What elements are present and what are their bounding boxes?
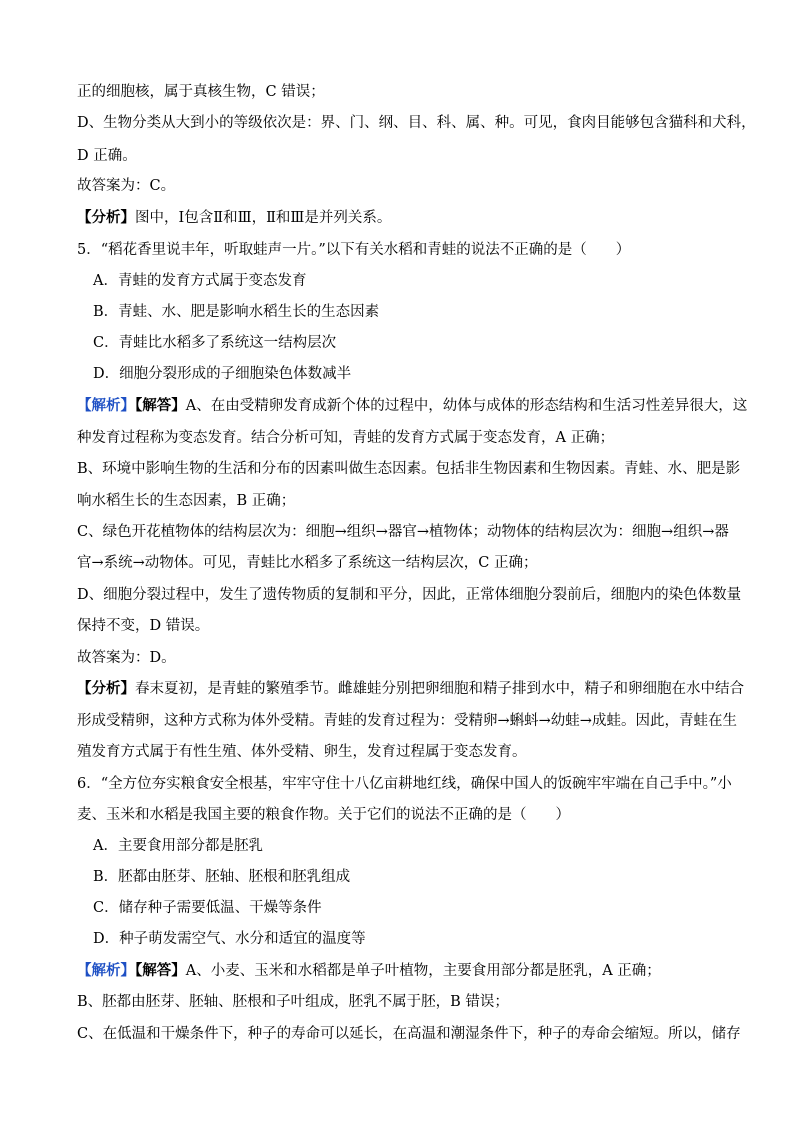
- text-line: [77, 459, 777, 479]
- text-line: [77, 648, 777, 668]
- answer-option: [93, 836, 793, 856]
- text-line: [77, 742, 777, 762]
- line-text: C．储存种子需要低温、干燥等条件: [93, 900, 322, 916]
- section-tag: 【解答】: [135, 397, 186, 414]
- text-line: [77, 711, 777, 731]
- line-text: 麦、玉米和水稻是我国主要的粮食作物。关于它们的说法不正确的是（ ）: [77, 807, 570, 823]
- line-text: 殖发育方式属于有性生殖、体外受精、卵生，发育过程属于变态发育。: [77, 744, 527, 760]
- line-text: D．细胞分裂形成的子细胞染色体数减半: [93, 366, 352, 382]
- line-text: 正的细胞核，属于真核生物，C 错误；: [77, 84, 325, 100]
- text-line: [77, 522, 777, 542]
- line-text: C．青蛙比水稻多了系统这一结构层次: [93, 335, 337, 351]
- line-text: 故答案为：D。: [77, 650, 176, 666]
- line-text: 5．“稻花香里说丰年，听取蛙声一片。”以下有关水稻和青蛙的说法不正确的是（ ）: [77, 242, 631, 258]
- line-text: D 正确。: [77, 148, 137, 164]
- text-line: [77, 774, 777, 794]
- jiexi-tag: 【解析】: [77, 397, 135, 414]
- text-line: [77, 491, 777, 511]
- answer-option: [93, 333, 793, 353]
- line-text: 响水稻生长的生态因素，B 正确；: [77, 493, 296, 509]
- text-line: [77, 146, 777, 166]
- text-line: [77, 805, 777, 825]
- text-line: [77, 428, 777, 448]
- section-tag: 【解答】: [135, 962, 186, 979]
- text-line: [77, 585, 777, 605]
- line-text: D．种子萌发需空气、水分和适宜的温度等: [93, 931, 366, 947]
- text-line: [77, 992, 777, 1012]
- text-line: [77, 113, 777, 133]
- line-text: A、小麦、玉米和水稻都是单子叶植物，主要食用部分都是胚乳，A 正确；: [185, 963, 661, 979]
- text-line: [77, 82, 777, 102]
- text-line: [77, 616, 777, 636]
- text-line: [77, 240, 777, 260]
- answer-option: [93, 929, 793, 949]
- line-text: 故答案为：C。: [77, 178, 176, 194]
- answer-option: [93, 364, 793, 384]
- section-tag: 【分析】: [77, 680, 135, 697]
- line-text: B、环境中影响生物的生活和分布的因素叫做生态因素。包括非生物因素和生物因素。青蛙、水、肥是影: [77, 461, 741, 477]
- line-text: B、胚都由胚芽、胚轴、胚根和子叶组成，胚乳不属于胚，B 错误；: [77, 994, 509, 1010]
- line-text: 种发育过程称为变态发育。结合分析可知，青蛙的发育方式属于变态发育，A 正确；: [77, 430, 615, 446]
- answer-option: [93, 302, 793, 322]
- text-line: [77, 1024, 777, 1044]
- line-text: 官→系统→动物体。可见，青蛙比水稻多了系统这一结构层次，C 正确；: [77, 555, 538, 571]
- jiexi-tag: 【解析】: [77, 962, 135, 979]
- answer-option: [93, 271, 793, 291]
- line-text: D、细胞分裂过程中，发生了遗传物质的复制和平分，因此，正常体细胞分裂前后，细胞内的染色体数量: [77, 587, 742, 603]
- line-text: 保持不变，D 错误。: [77, 618, 210, 634]
- line-text: 6．“全方位夯实粮食安全根基，牢牢守住十八亿亩耕地红线，确保中国人的饭碗牢牢端在自己手中。”小: [77, 776, 732, 792]
- line-text: A．青蛙的发育方式属于变态发育: [93, 273, 307, 289]
- line-text: C、在低温和干燥条件下，种子的寿命可以延长，在高温和潮湿条件下，种子的寿命会缩短。所以，储存: [77, 1026, 741, 1042]
- text-line: [77, 176, 777, 196]
- line-text: 图中，Ⅰ包含Ⅱ和Ⅲ，Ⅱ和Ⅲ是并列关系。: [135, 210, 392, 226]
- text-line: [77, 553, 777, 573]
- text-line: [77, 961, 777, 981]
- line-text: B．青蛙、水、肥是影响水稻生长的生态因素: [93, 304, 380, 320]
- line-text: 形成受精卵，这种方式称为体外受精。青蛙的发育过程为：受精卵→蝌蚪→幼蛙→成蛙。因此，青蛙在生: [77, 713, 737, 729]
- answer-option: [93, 867, 793, 887]
- line-text: C、绿色开花植物体的结构层次为：细胞→组织→器官→植物体；动物体的结构层次为：细胞→组织→器: [77, 524, 729, 540]
- text-line: [77, 396, 777, 416]
- text-line: [77, 208, 777, 228]
- answer-option: [93, 898, 793, 918]
- line-text: A、在由受精卵发育成新个体的过程中，幼体与成体的形态结构和生活习性差异很大，这: [185, 398, 748, 414]
- line-text: D、生物分类从大到小的等级依次是：界、门、纲、目、科、属、种。可见，食肉目能够包含猫科和犬科，: [77, 115, 756, 131]
- line-text: A．主要食用部分都是胚乳: [93, 838, 263, 854]
- line-text: B．胚都由胚芽、胚轴、胚根和胚乳组成: [93, 869, 351, 885]
- section-tag: 【分析】: [77, 209, 135, 226]
- line-text: 春末夏初，是青蛙的繁殖季节。雌雄蛙分别把卵细胞和精子排到水中，精子和卵细胞在水中结合: [135, 681, 744, 697]
- text-line: [77, 679, 777, 699]
